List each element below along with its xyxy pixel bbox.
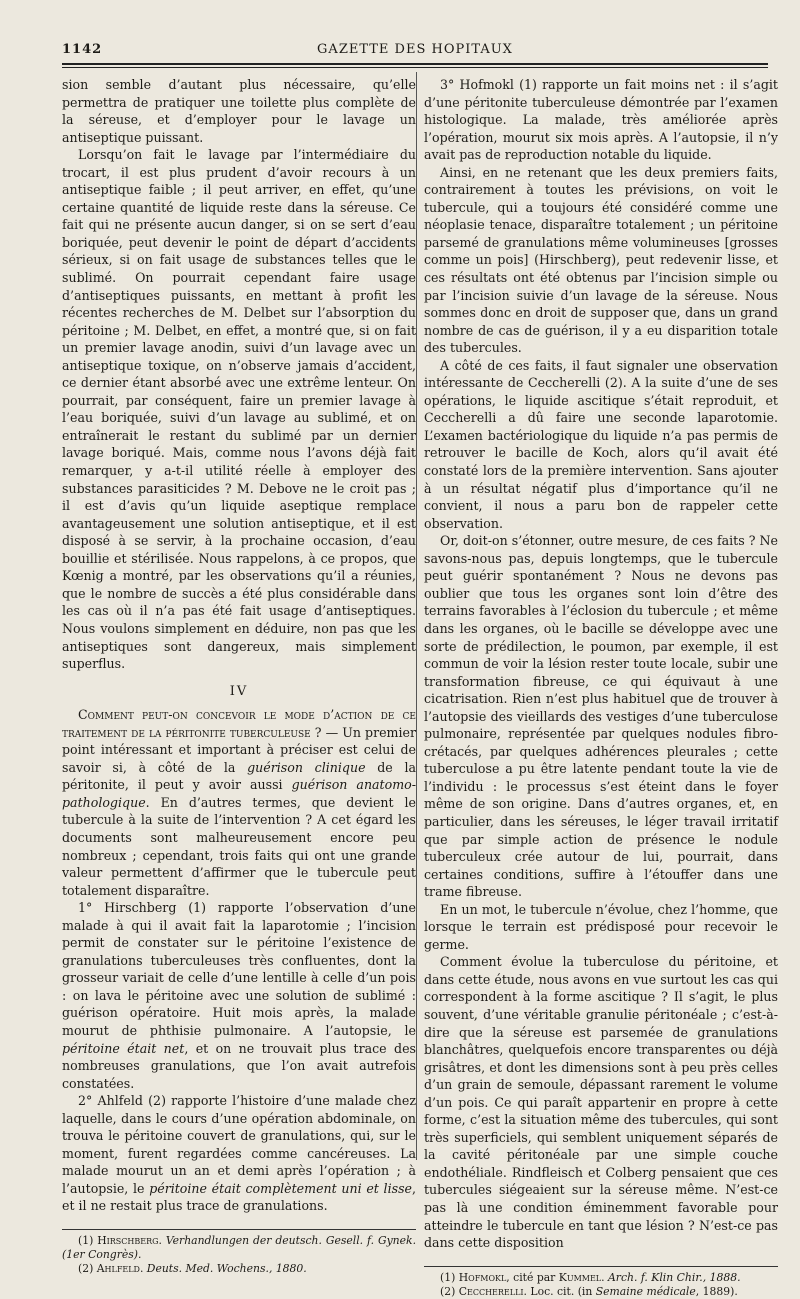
paragraph: Comment évolue la tuberculose du péritoine, et dans cette étude, nous avons en vue surtout les cas qui correspondent à la forme ascitique ? Il s’agit, le plus souvent, d’une véritable granulie péritonéale ; c’est-à-dire que la séreuse est parsemée de granulations blanchâtres, quelquefois encore transparentes ou déjà grisâtres, et dont les dimensions sont à peu près celles d’un grain de semoule, dépassant rarement le volume d’un pois. Ce qui paraît appartenir en propre à cette forme, c’est la situation même des tubercules, qui sont très superficiels, qui semblent uniquement séparés de la cavité péritonéale par une simple couche endothéliale. Rindfleisch et Colberg pensaient que ces tubercules siégeaient sur la séreuse même. N’est-ce pas là une condition éminemment favorable pour atteindre le tubercule en tant que lésion ? N’est-ce pas dans cette disposition (424, 954, 778, 1251)
footnote: (1) Hirschberg. Verhandlungen der deutsch. Gesell. f. Gynek. (1er Congrès). (62, 1234, 416, 1261)
page-header (62, 42, 768, 62)
journal-title: GAZETTE DES HOPITAUX (317, 42, 513, 57)
paragraph: A côté de ces faits, il faut signaler une observation intéressante de Ceccherelli (2). A la suite d’une de ses opérations, le liquide ascitique s’était reproduit, et Ceccherelli a dû faire une seconde laparotomie. L’examen bactériologique du liquide n’a pas permis de retrouver le bacille de Koch, alors qu’il avait été constaté lors de la première intervention. Sans ajouter à un résultat négatif plus d’importance qu’il ne convient, il nous a paru bon de rappeler cette observation. (424, 357, 778, 531)
header-rule-thin (62, 67, 768, 68)
paragraph: Lorsqu’on fait le lavage par l’intermédiaire du trocart, il est plus prudent d’avoir recours à un antiseptique faible ; il peut arriver, en effet, qu’une certaine quantité de liquide reste dans la séreuse. Ce fait qui ne présente aucun danger, si on se sert d’eau boriquée, peut devenir le point de départ d’accidents sérieux, si on fait usage de substances telles que le sublimé. On pourrait cependant faire usage d’antiseptiques puissants, en mettant à profit les récentes recherches de M. Delbet sur l’absorption du péritoine ; M. Delbet, en effet, a montré que, si on fait un premier lavage anodin, suivi d’un lavage avec un antiseptique toxique, on n’observe jamais d’accident, ce dernier étant absorbé avec une extrême lenteur. On pourrait, par conséquent, faire un premier lavage à l’eau boriquée, suivi d’un lavage au sublimé, et on entraînerait le restant du sublimé par un dernier lavage boriqué. Mais, comme nous l’avons déjà fait remarquer, y a-t-il utilité réelle à employer des substances parasiticides ? M. Debove ne le croit pas ; il est d’avis qu’un liquide aseptique remplace avantageusement une solution antiseptique, et il est disposé à se servir, à la prochaine occasion, d’eau bouillie et stérilisée. Nous rappelons, à ce propos, que Kœnig a montré, par les observations qu’il a réunies, que le nombre de succès a été plus considérable dans les cas où il n’a pas été fait usage d’antiseptiques. Nous voulons simplement en déduire, non pas que les antiseptiques sont dangereux, mais simplement superflus. (62, 147, 416, 672)
header-rule (62, 63, 768, 65)
paragraph: Comment peut-on concevoir le mode d’action de ce traitement de la péritonite tuberculeuse ? — Un premier point intéressant et important à préciser est celui de savoir si, à côté de la guérison clinique de la péritonite, il peut y avoir aussi guérison anatomo-pathologique. En d’autres termes, que devient le tubercule à la suite de l’intervention ? A cet égard les documents sont malheureusement encore peu nombreux ; cependant, trois faits qui ont une grande valeur permettent d’affirmer que le tubercule peut totalement disparaître. (62, 707, 416, 898)
footnote: (2) Ceccherelli. Loc. cit. (in Semaine médicale, 1889). (440, 1284, 738, 1298)
section-heading: Comment peut-on concevoir le mode d’action de ce traitement de la péritonite tuberculeuse ? (62, 707, 416, 740)
left-column (62, 76, 416, 1276)
paragraph: 1° Hirschberg (1) rapporte l’observation d’une malade à qui il avait fait la laparotomie ; l’incision permit de constater sur le péritoine l’existence de granulations tuberculeuses très confluentes, dont la grosseur variait de celle d’une lentille à celle d’un pois : on lava le péritoine avec une solution de sublimé : guérison opératoire. Huit mois après, la malade mourut de phthisie pulmonaire. A l’autopsie, le péritoine était net, et on ne trouvait plus trace des nombreuses granulations, que l’on avait autrefois constatées. (62, 900, 416, 1091)
paragraph: sion semble d’autant plus nécessaire, qu’elle permettra de pratiquer une toilette plus complète de la séreuse, et d’employer pour le lavage un antiseptique puissant. (62, 77, 416, 145)
footnote-rule (424, 1266, 778, 1267)
paragraph: 3° Hofmokl (1) rapporte un fait moins net : il s’agit d’une péritonite tuberculeuse démontrée par l’examen histologique. La malade, très améliorée après l’opération, mourut six mois après. A l’autopsie, il n’y avait pas de reproduction notable du liquide. (424, 77, 778, 163)
paragraph: Or, doit-on s’étonner, outre mesure, de ces faits ? Ne savons-nous pas, depuis longtemps, que le tubercule peut guérir spontanément ? Nous ne devons pas oublier que tous les organes sont loin d’être des terrains favorables à l’éclosion du tubercule ; et même dans les organes, où le bacille se développe avec une sorte de prédilection, le poumon, par exemple, il est commun de voir la lésion rester toute locale, subir une transformation fibreuse, ce qui équivaut à une cicatrisation. Rien n’est plus habituel que de trouver à l’autopsie des vieillards des vestiges d’une tuberculose pulmonaire, représentée par quelques nodules fibro-crétacés, par quelques adhérences pleurales ; cette tuberculose a pu être latente pendant toute la vie de l’individu : le processus s’est éteint dans le foyer même de son origine. Dans d’autres organes, et, en particulier, dans les séreuses, le léger travail irritatif que par simple action de présence le nodule tuberculeux crée autour de lui, pourrait, dans certaines conditions, suffire à l’étouffer dans une trame fibreuse. (424, 533, 778, 900)
section-number: IV (229, 683, 249, 699)
footnote-rule (62, 1229, 416, 1230)
column-divider (416, 72, 417, 1160)
right-column (424, 76, 778, 1299)
footnote: (1) Hofmokl, cité par Kummel. Arch. f. Klin Chir., 1888. (440, 1270, 741, 1284)
paragraph: 2° Ahlfeld (2) rapporte l’histoire d’une malade chez laquelle, dans le cours d’une opération abdominale, on trouva le péritoine couvert de granulations, qui, sur le moment, furent regardées comme cancéreuses. La malade mourut un an et demi après l’opération ; à l’autopsie, le péritoine était complètement uni et lisse, et il ne restait plus trace de granulations. (62, 1093, 416, 1214)
paragraph: En un mot, le tubercule n’évolue, chez l’homme, que lorsque le terrain est prédisposé pour recevoir le germe. (424, 901, 778, 952)
footnote: (2) Ahlfeld. Deuts. Med. Wochens., 1880. (78, 1262, 307, 1275)
page-number: 1142 (62, 42, 103, 57)
paragraph: Ainsi, en ne retenant que les deux premiers faits, contrairement à toutes les prévisions, on voit le tubercule, qui a toujours été considéré comme une néoplasie tenace, disparaître totalement ; un péritoine parsemé de granulations même volumineuses [grosses comme un pois] (Hirschberg), peut redevenir lisse, et ces résultats ont été obtenus par l’incision simple ou par l’incision suivie d’un lavage de la séreuse. Nous sommes donc en droit de supposer que, dans un grand nombre de cas de guérison, il y a eu disparition totale des tubercules. (424, 164, 778, 356)
